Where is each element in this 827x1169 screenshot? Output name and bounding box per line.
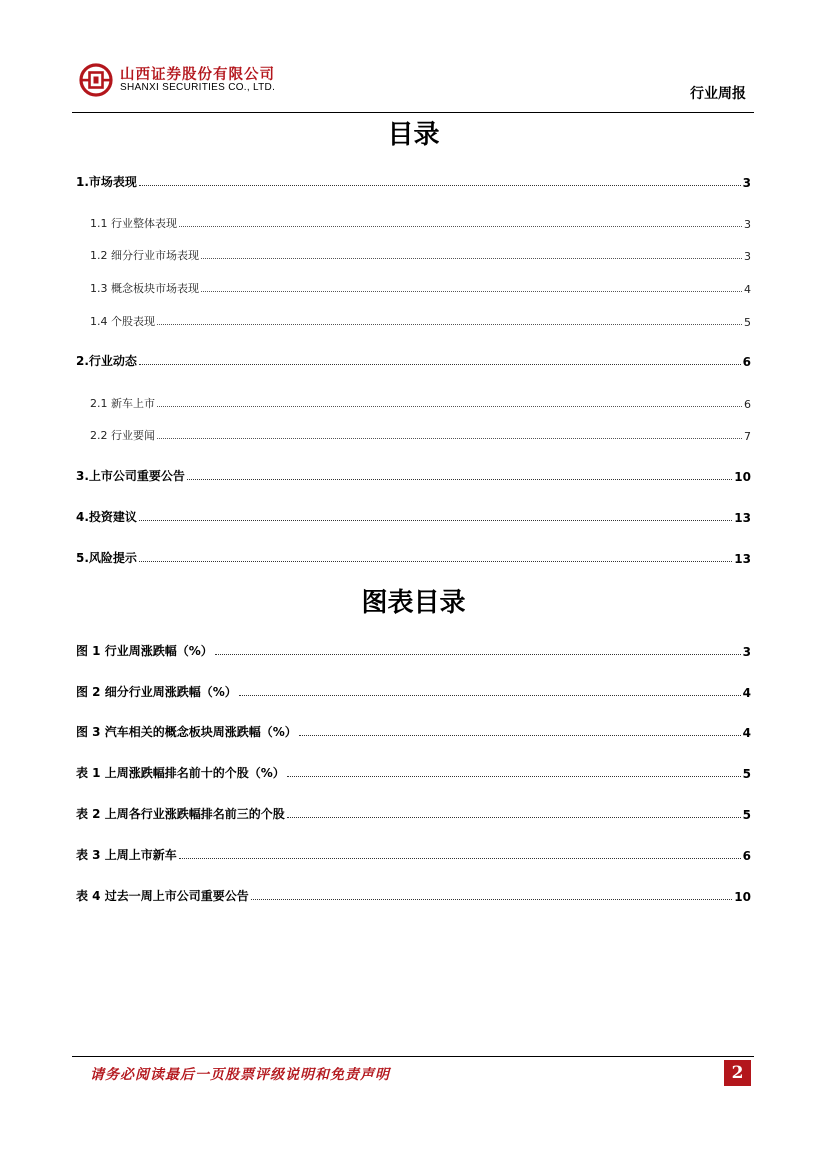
toc-entry[interactable] [90, 393, 751, 411]
toc-entry-label: 1.1 行业整体表现 [90, 217, 177, 230]
toc-entry-label: 1.3 概念板块市场表现 [90, 282, 199, 295]
page-number: 2 [724, 1060, 751, 1086]
toc-entry[interactable] [76, 507, 751, 525]
table-entry-label: 表 2 上周各行业涨跌幅排名前三的个股 [76, 807, 285, 821]
toc-entry-label: 1.2 细分行业市场表现 [90, 249, 199, 262]
footer-divider [72, 1056, 754, 1057]
toc-entry-page: 10 [734, 470, 751, 484]
toc-entry[interactable] [90, 311, 751, 329]
figure-entry-label: 图 1 行业周涨跌幅（%） [76, 644, 213, 658]
toc-entry-label: 2.行业动态 [76, 354, 137, 368]
footer-disclaimer: 请务必阅读最后一页股票评级说明和免责声明 [90, 1067, 390, 1083]
header-divider [72, 112, 754, 113]
toc-leader-dots [139, 364, 741, 365]
toc-entry-label: 2.1 新车上市 [90, 397, 155, 410]
toc-leader-dots [299, 735, 741, 736]
toc-leader-dots [215, 654, 741, 655]
toc-entry[interactable] [76, 548, 751, 566]
table-entry[interactable] [76, 845, 751, 863]
table-entry[interactable] [76, 763, 751, 781]
toc-entry-label: 1.4 个股表现 [90, 315, 155, 328]
figure-entry-page: 3 [742, 645, 751, 659]
toc-entry-page: 5 [744, 316, 751, 329]
toc-leader-dots [201, 291, 742, 292]
toc-leader-dots [139, 185, 741, 186]
toc-leader-dots [251, 899, 733, 900]
toc-entry[interactable] [90, 213, 751, 231]
toc-leader-dots [187, 479, 732, 480]
toc-leader-dots [179, 858, 741, 859]
toc-leader-dots [287, 776, 741, 777]
toc-entry-page: 13 [734, 552, 751, 566]
toc-entry[interactable] [90, 278, 751, 296]
toc-entry-page: 3 [742, 176, 751, 190]
figure-entry[interactable] [76, 722, 751, 740]
toc-leader-dots [179, 226, 742, 227]
toc-entry-page: 3 [744, 218, 751, 231]
toc-leader-dots [239, 695, 741, 696]
company-name-cn: 山西证券股份有限公司 [120, 67, 275, 83]
table-entry-label: 表 3 上周上市新车 [76, 848, 177, 862]
toc-entry-label: 4.投资建议 [76, 510, 137, 524]
figures-title: 图表目录 [361, 588, 466, 618]
toc-leader-dots [157, 324, 742, 325]
figure-entry-page: 4 [742, 686, 751, 700]
table-entry-label: 表 4 过去一周上市公司重要公告 [76, 889, 249, 903]
toc-entry-page: 7 [744, 430, 751, 443]
table-entry-label: 表 1 上周涨跌幅排名前十的个股（%） [76, 766, 285, 780]
figure-entry-label: 图 3 汽车相关的概念板块周涨跌幅（%） [76, 725, 297, 739]
figure-entry-label: 图 2 细分行业周涨跌幅（%） [76, 685, 237, 699]
toc-entry[interactable] [90, 425, 751, 443]
toc-entry-label: 5.风险提示 [76, 551, 137, 565]
toc-entry-page: 3 [744, 250, 751, 263]
table-entry-page: 10 [734, 890, 751, 904]
shanxi-securities-logo-icon [78, 62, 114, 98]
company-name-en: SHANXI SECURITIES CO., LTD. [120, 82, 276, 93]
table-entry-page: 6 [742, 849, 751, 863]
toc-entry-page: 13 [734, 511, 751, 525]
toc-entry[interactable] [76, 351, 751, 369]
table-entry-page: 5 [742, 808, 751, 822]
toc-leader-dots [157, 406, 742, 407]
toc-entry-label: 1.市场表现 [76, 175, 137, 189]
toc-entry[interactable] [76, 466, 751, 484]
toc-leader-dots [287, 817, 741, 818]
toc-leader-dots [139, 520, 732, 521]
toc-leader-dots [201, 258, 742, 259]
figure-entry-page: 4 [742, 726, 751, 740]
toc-leader-dots [157, 438, 742, 439]
toc-leader-dots [139, 561, 732, 562]
toc-entry[interactable] [76, 172, 751, 190]
toc-entry-page: 6 [742, 355, 751, 369]
toc-title: 目录 [387, 120, 440, 150]
toc-entry[interactable] [90, 245, 751, 263]
toc-entry-page: 6 [744, 398, 751, 411]
table-entry-page: 5 [742, 767, 751, 781]
table-entry[interactable] [76, 886, 751, 904]
toc-entry-page: 4 [744, 283, 751, 296]
toc-entry-label: 3.上市公司重要公告 [76, 469, 185, 483]
figure-entry[interactable] [76, 641, 751, 659]
report-type: 行业周报 [690, 86, 746, 102]
figure-entry[interactable] [76, 682, 751, 700]
table-entry[interactable] [76, 804, 751, 822]
toc-entry-label: 2.2 行业要闻 [90, 429, 155, 442]
